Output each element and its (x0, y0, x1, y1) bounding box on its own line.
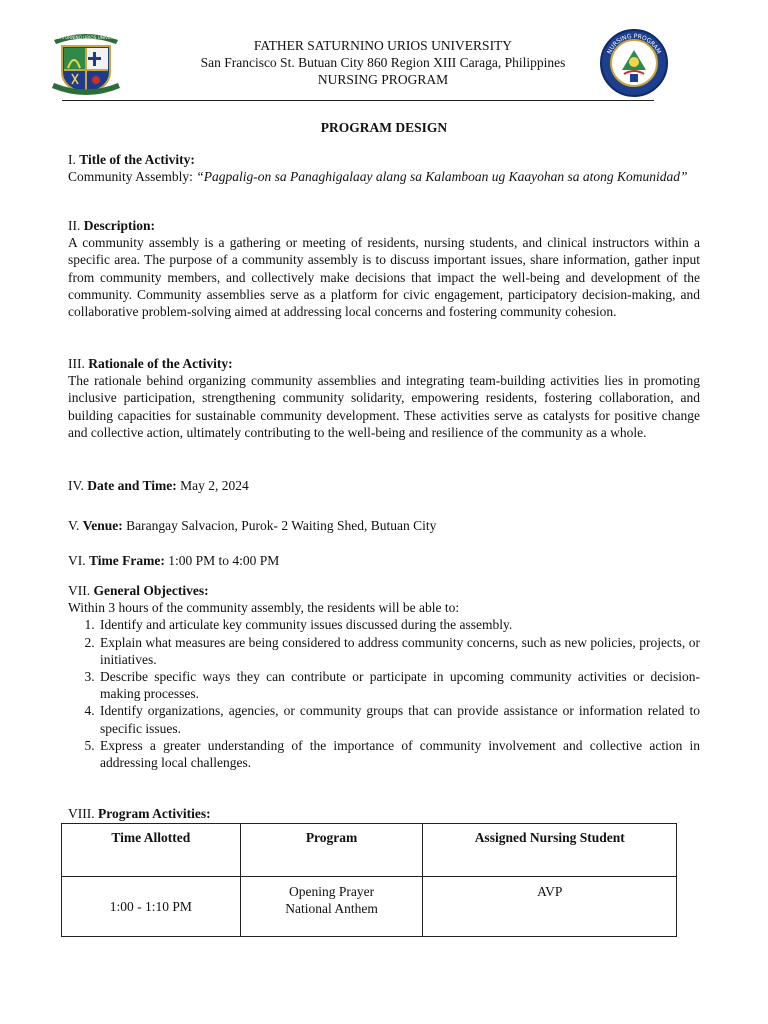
document-title: PROGRAM DESIGN (320, 120, 448, 135)
rationale-text: The rationale behind organizing community assemblies and integrating team-building activities lies in promoting inclusive participation, strengthening community solidarity, empowering residents, fostering collaboration, and building capacities for sustainable community development. These activities serve as catalysts for positive change and collective action, ultimately contributing to the well-being and resilience of the community as a whole. (68, 373, 700, 440)
time-frame-value: 1:00 PM to 4:00 PM (168, 553, 280, 568)
section-title-of-activity (68, 151, 700, 185)
letterhead-text (148, 37, 618, 88)
objectives-list (68, 616, 700, 771)
program-line: Opening Prayer (289, 884, 375, 899)
time-cell: 1:00 - 1:10 PM (62, 877, 241, 937)
section-rationale (68, 355, 700, 441)
section-program-activities (68, 805, 700, 822)
student-cell: AVP (423, 877, 677, 937)
venue-value: Barangay Salvacion, Purok- 2 Waiting Shed, Butuan City (126, 518, 437, 533)
section-description (68, 217, 700, 320)
section-number: V. (68, 518, 80, 533)
section-number: VII. (68, 583, 91, 598)
header-divider (62, 100, 654, 101)
section-heading: Date and Time: (87, 478, 177, 493)
column-header-student: Assigned Nursing Student (423, 824, 677, 877)
program-activities-table (61, 823, 677, 937)
list-item: 3. Describe specific ways they can contribute or participate in upcoming community activities or decision-making processes. (98, 668, 700, 702)
table-row (62, 877, 677, 937)
list-item: 2. Explain what measures are being considered to address community concerns, such as new policies, projects, or initiatives. (98, 634, 700, 668)
column-header-time: Time Allotted (62, 824, 241, 877)
section-heading: Description: (83, 218, 155, 233)
svg-text:NURSING PROGRAM: NURSING PROGRAM (605, 32, 663, 56)
section-number: VIII. (68, 806, 95, 821)
letterhead (48, 28, 674, 100)
university-address: San Francisco St. Butuan City 860 Region XIII Caraga, Philippines (200, 55, 566, 70)
university-name: FATHER SATURNINO URIOS UNIVERSITY (253, 38, 513, 53)
activity-title: “Pagpalig-on sa Panaghigalaay alang sa Kalamboan ug Kaayohan sa atong Komunidad” (196, 169, 688, 185)
section-number: III. (68, 356, 85, 371)
column-header-program: Program (240, 824, 423, 877)
section-heading: Rationale of the Activity: (88, 356, 233, 371)
list-item: 5. Express a greater understanding of the importance of community involvement and collective action in addressing local challenges. (98, 737, 700, 771)
activity-title-prefix: Community Assembly: (68, 169, 193, 185)
objectives-intro: Within 3 hours of the community assembly, the residents will be able to: (68, 600, 460, 616)
section-heading: Venue: (82, 518, 123, 533)
program-line: National Anthem (285, 901, 378, 916)
section-date-time (68, 477, 700, 494)
date-value: May 2, 2024 (180, 478, 249, 493)
svg-text:FR. SATURNINO URIOS UNIVERSITY: FR. SATURNINO URIOS UNIVERSITY (49, 35, 123, 40)
section-number: I. (68, 152, 76, 167)
section-time-frame (68, 552, 700, 569)
program-name: NURSING PROGRAM (317, 72, 449, 87)
section-venue (68, 517, 700, 534)
section-heading: Program Activities: (98, 806, 211, 821)
list-item: 1. Identify and articulate key community issues discussed during the assembly. (98, 616, 700, 633)
section-heading: Title of the Activity: (79, 152, 195, 167)
section-number: II. (68, 218, 81, 233)
list-item: 4. Identify organizations, agencies, or community groups that can provide assistance or information related to specific issues. (98, 702, 700, 736)
section-number: VI. (68, 553, 86, 568)
description-text: A community assembly is a gathering or meeting of residents, nursing students, and clinical instructors within a specific area. The purpose of a community assembly is to discuss important issues, share information, gather input from community members, and collectively make decisions that impact the well-being and development of the community. Community assemblies serve as a platform for civic engagement, participatory decision-making, and collaborative problem-solving aimed at addressing local concerns and fostering community cohesion. (68, 235, 700, 320)
table-header-row (62, 824, 677, 877)
section-heading: Time Frame: (89, 553, 165, 568)
nursing-program-seal-logo (596, 28, 672, 98)
section-number: IV. (68, 478, 84, 493)
program-cell (240, 877, 423, 937)
university-seal-logo (48, 28, 124, 98)
section-heading: General Objectives: (93, 583, 209, 598)
section-general-objectives (68, 582, 700, 771)
